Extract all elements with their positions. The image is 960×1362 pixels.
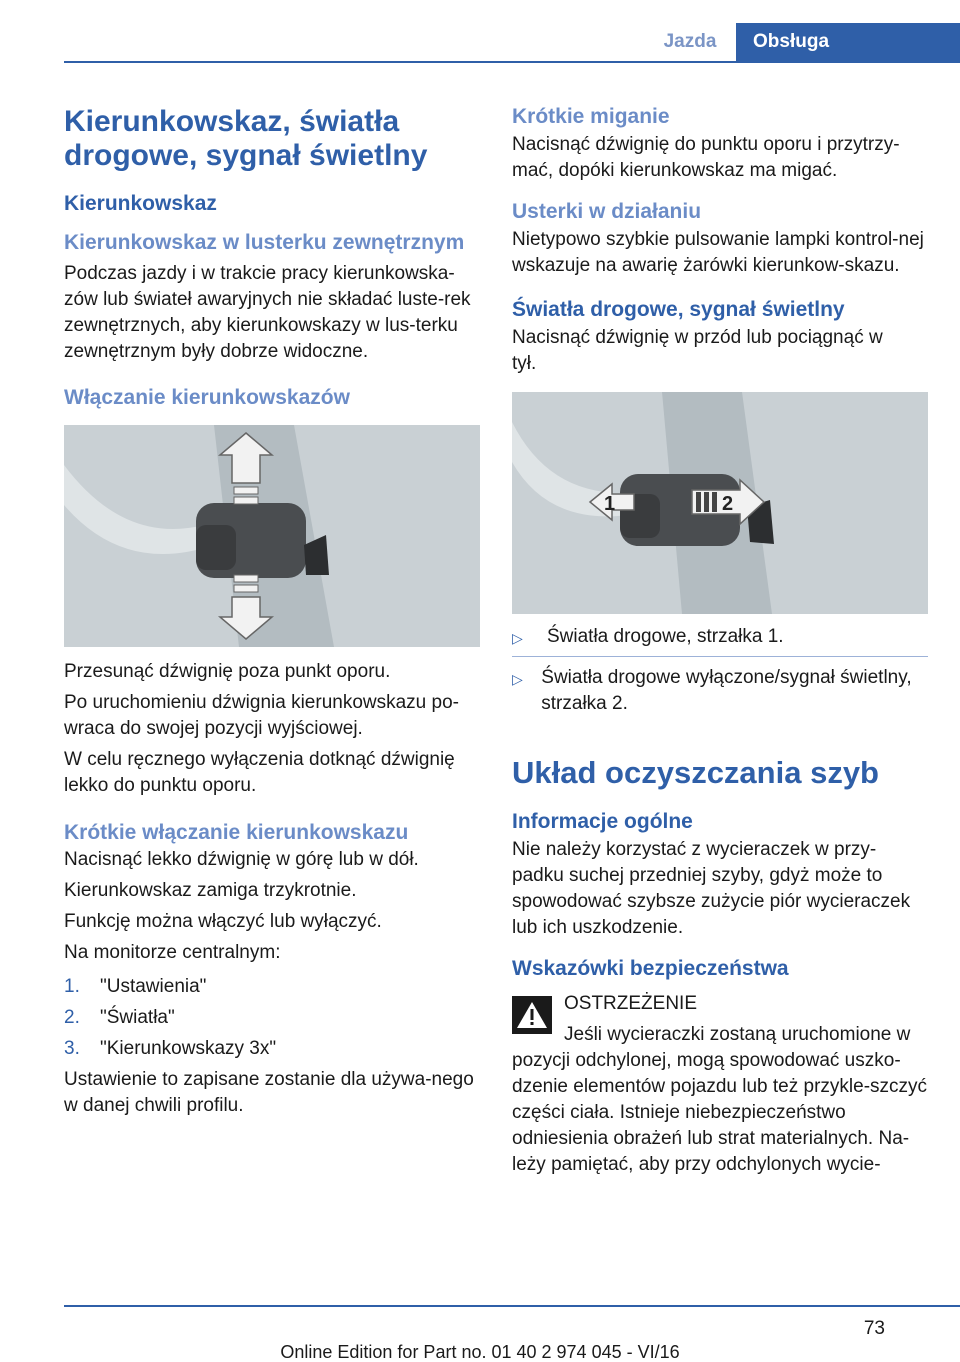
page-title: Kierunkowskaz, światła drogowe, sygnał świetlny (64, 105, 428, 172)
paragraph: Nacisnąć dźwignię w przód lub pociągnąć w tył. (512, 327, 883, 374)
section-heading: Kierunkowskaz (64, 192, 217, 215)
list-number: 1. (64, 976, 80, 997)
subsection-heading: Kierunkowskaz w lusterku zewnętrznym (64, 231, 465, 254)
triangle-bullet-icon: ▷ (512, 671, 523, 687)
footer-rule (64, 1305, 960, 1307)
header-rule (64, 61, 960, 63)
paragraph: W celu ręcznego wyłączenia dotknąć dźwignię lekko do punktu oporu. (64, 749, 455, 796)
list-text: Światła drogowe, strzałka 1. (547, 626, 784, 647)
right-column (512, 100, 928, 1178)
list-item (64, 974, 480, 1000)
headlight-lever-photo (512, 392, 928, 614)
section-heading: Światła drogowe, sygnał świetlny (512, 298, 845, 321)
subsection-heading: Usterki w działaniu (512, 200, 702, 223)
warning-block (512, 991, 928, 1178)
paragraph: Po uruchomieniu dźwignia kierunkowskazu po-wraca do swojej pozycji wyjściowej. (64, 692, 459, 739)
list-item (64, 1005, 480, 1031)
paragraph: Kierunkowskaz zamiga trzykrotnie. (64, 880, 357, 901)
divider (512, 656, 928, 657)
list-item (512, 624, 928, 651)
subsection-heading: Krótkie miganie (512, 105, 670, 128)
arrow-label-2: 2 (722, 493, 734, 515)
section-heading: Wskazówki bezpieczeństwa (512, 957, 789, 980)
turn-signal-lever-photo (64, 425, 480, 647)
tab-obsluga[interactable]: Obsługa (736, 23, 960, 61)
paragraph: Nie należy korzystać z wycieraczek w przy-padku suchej przedniej szyby, gdyż może to spowodować szybsze zużycie piór wycieraczek lub ich uszkodzenie. (512, 839, 911, 938)
paragraph: Ustawienie to zapisane zostanie dla używa-nego w danej chwili profilu. (64, 1069, 474, 1116)
list-number: 3. (64, 1038, 80, 1059)
page-number: 73 (863, 1318, 885, 1339)
edition-footer: Online Edition for Part no. 01 40 2 974 045 - VI/16 (280, 1342, 680, 1362)
paragraph: Nacisnąć lekko dźwignię w górę lub w dół. (64, 849, 419, 870)
warning-text: Jeśli wycieraczki zostaną uruchomione w pozycji odchylonej, mogą spowodować uszko-dzenie elementów pojazdu lub też przykle-szczyć części ciała. Istnieje niebezpieczeństwo odniesienia obrażeń lub strat materialnych. Na-leży pamiętać, aby przy odchylonych wycie- (512, 1024, 928, 1175)
triangle-bullet-icon: ▷ (512, 630, 523, 646)
tab-jazda[interactable]: Jazda (663, 31, 717, 52)
list-text: "Światła" (100, 1007, 175, 1028)
paragraph: Funkcję można włączyć lub wyłączyć. (64, 911, 382, 932)
paragraph: Nacisnąć dźwignię do punktu oporu i przytrzy-mać, dopóki kierunkowskaz ma migać. (512, 134, 900, 181)
subsection-heading: Włączanie kierunkowskazów (64, 386, 350, 409)
arrow-label-1: 1 (604, 493, 616, 515)
list-number: 2. (64, 1007, 80, 1028)
list-text: Światła drogowe wyłączone/sygnał świetlny, strzałka 2. (541, 667, 912, 714)
list-item (64, 1036, 480, 1062)
paragraph: Podczas jazdy i w trakcie pracy kierunkowska-zów lub świateł awaryjnych nie składać luste-rek zewnętrznych, aby kierunkowskazy w lus-terku zewnętrznym były dobrze widoczne. (64, 263, 471, 362)
subsection-heading: Krótkie włączanie kierunkowskazu (64, 821, 409, 844)
warning-title: OSTRZEŻENIE (564, 993, 698, 1014)
left-column (64, 100, 480, 1119)
numbered-list (64, 974, 480, 1062)
list-text: "Kierunkowskazy 3x" (100, 1038, 277, 1059)
section-heading: Informacje ogólne (512, 810, 693, 833)
paragraph: Nietypowo szybkie pulsowanie lampki kontrol-nej wskazuje na awarię żarówki kierunkow-skazu. (512, 229, 924, 276)
bullet-list (512, 624, 928, 717)
section-title: Układ oczyszczania szyb (512, 755, 879, 790)
warning-icon (512, 996, 552, 1034)
list-item (512, 665, 928, 717)
paragraph: Przesunąć dźwignię poza punkt oporu. (64, 661, 391, 682)
paragraph: Na monitorze centralnym: (64, 942, 281, 963)
list-text: "Ustawienia" (100, 976, 207, 997)
